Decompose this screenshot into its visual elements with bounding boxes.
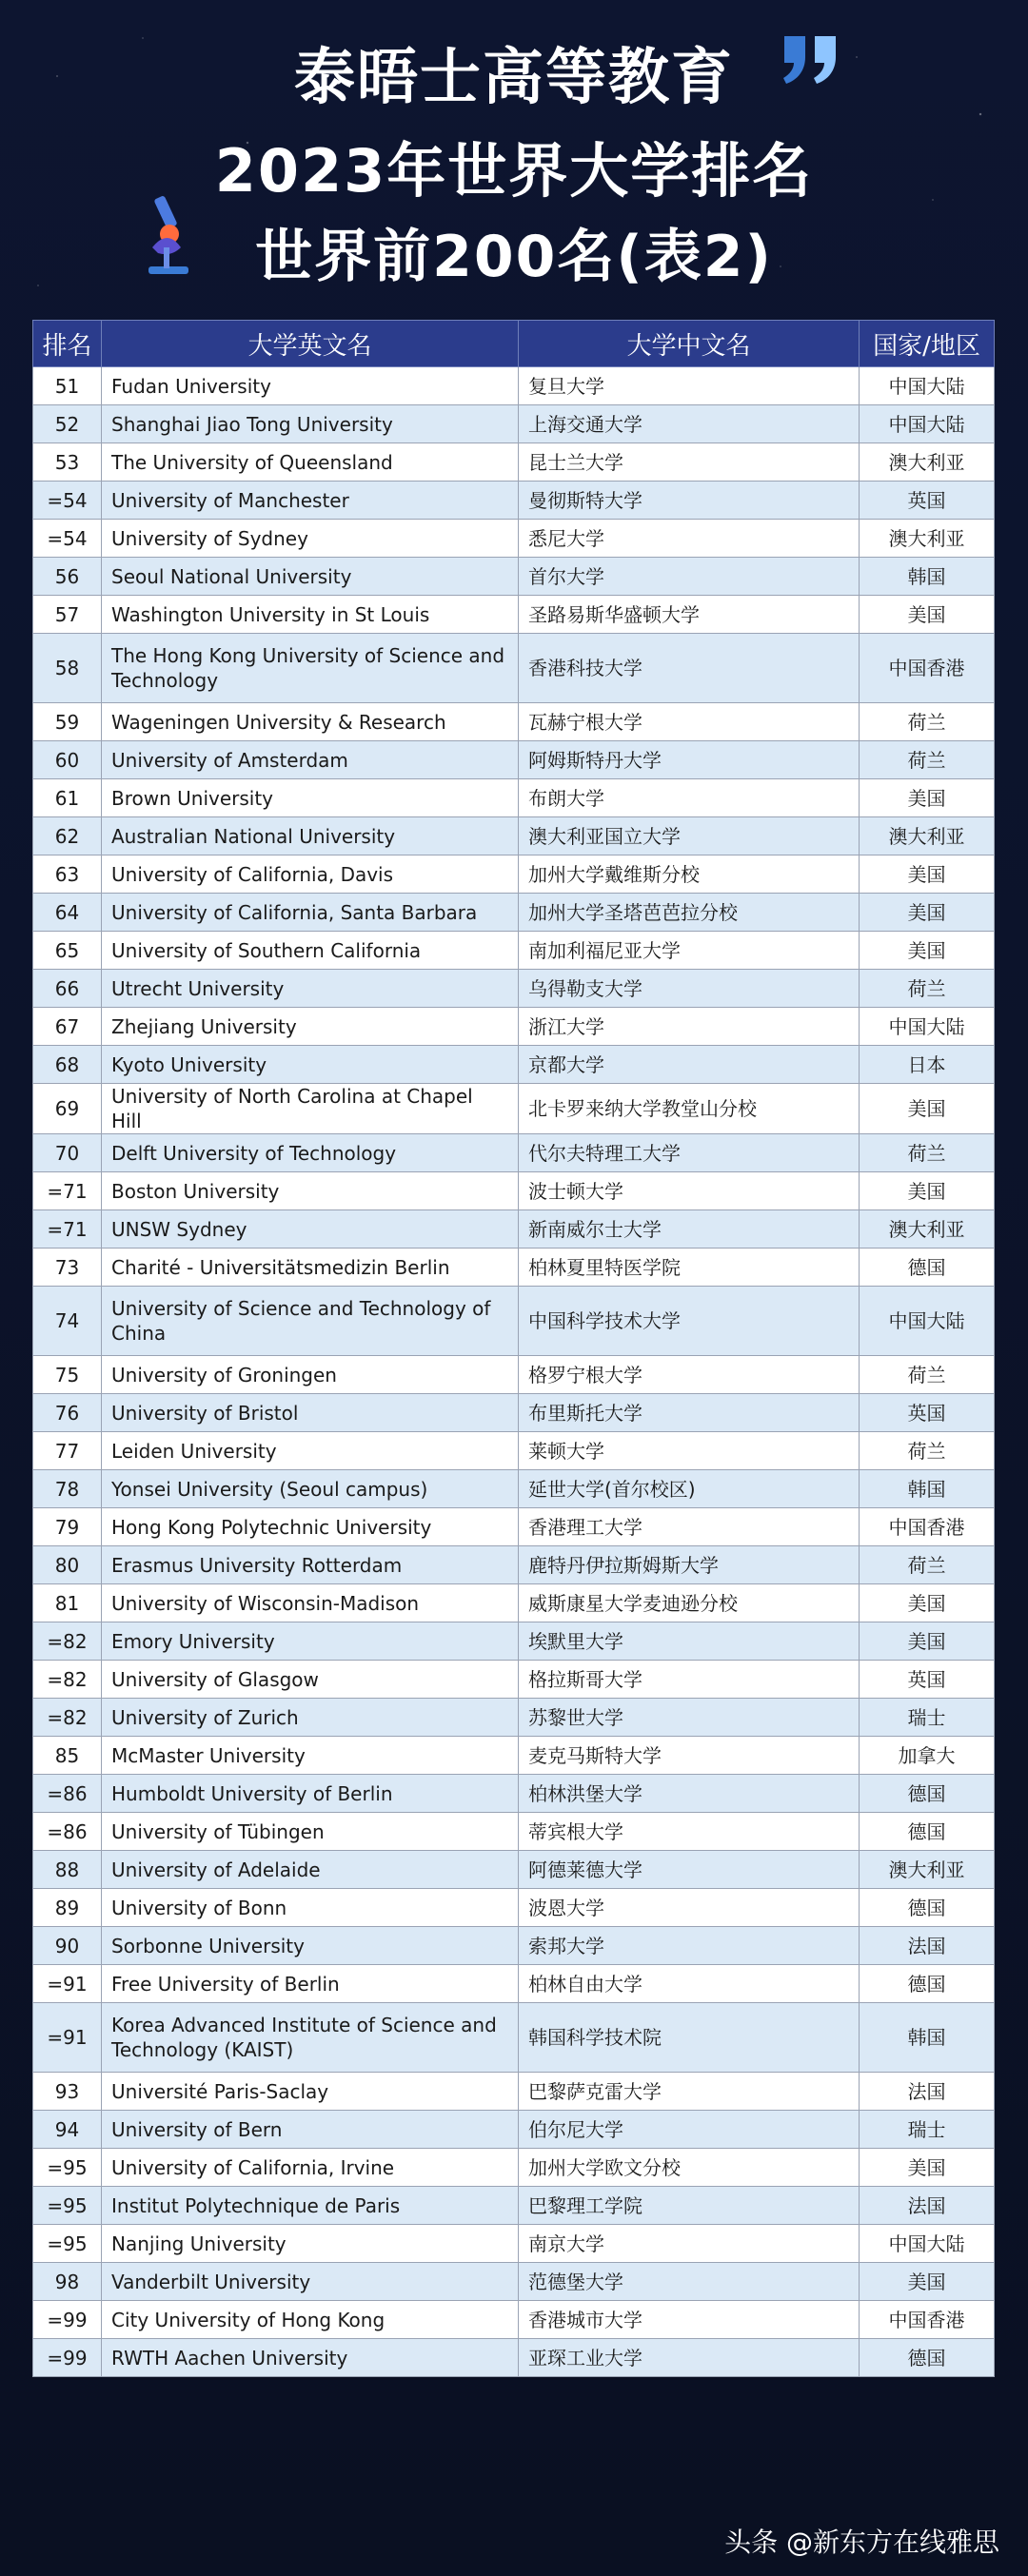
table-row — [33, 1584, 995, 1622]
rank-cell: 75 — [33, 1356, 102, 1394]
microscope-icon — [133, 190, 200, 290]
chinese-name-cell: 范德堡大学 — [519, 2263, 860, 2301]
chinese-name-cell: 柏林自由大学 — [519, 1965, 860, 2003]
rank-cell: 61 — [33, 779, 102, 817]
english-name-cell: RWTH Aachen University — [102, 2339, 519, 2377]
rank-cell: =54 — [33, 520, 102, 558]
table-row — [33, 1508, 995, 1546]
english-name-cell: Zhejiang University — [102, 1008, 519, 1046]
table-row — [33, 1084, 995, 1134]
table-row — [33, 1622, 995, 1661]
chinese-name-cell: 格拉斯哥大学 — [519, 1661, 860, 1699]
table-row — [33, 1394, 995, 1432]
english-name-cell: University of Bern — [102, 2111, 519, 2149]
country-cell: 美国 — [860, 596, 995, 634]
table-row — [33, 2187, 995, 2225]
table-row — [33, 1210, 995, 1249]
rank-cell: 51 — [33, 367, 102, 405]
country-cell: 荷兰 — [860, 741, 995, 779]
english-name-cell: Charité - Universitätsmedizin Berlin — [102, 1249, 519, 1287]
rank-cell: 64 — [33, 894, 102, 932]
chinese-name-cell: 威斯康星大学麦迪逊分校 — [519, 1584, 860, 1622]
chinese-name-cell: 巴黎萨克雷大学 — [519, 2073, 860, 2111]
country-cell: 澳大利亚 — [860, 443, 995, 482]
table-row — [33, 367, 995, 405]
english-name-cell: Université Paris-Saclay — [102, 2073, 519, 2111]
table-row — [33, 634, 995, 703]
chinese-name-cell: 北卡罗来纳大学教堂山分校 — [519, 1084, 860, 1134]
chinese-name-cell: 瓦赫宁根大学 — [519, 703, 860, 741]
english-name-cell: Humboldt University of Berlin — [102, 1775, 519, 1813]
country-cell: 德国 — [860, 1249, 995, 1287]
country-cell: 法国 — [860, 2187, 995, 2225]
table-row — [33, 703, 995, 741]
country-cell: 德国 — [860, 1813, 995, 1851]
country-cell: 法国 — [860, 1927, 995, 1965]
column-header-country: 国家/地区 — [860, 321, 995, 367]
table-row — [33, 1046, 995, 1084]
table-header-row — [33, 321, 995, 367]
table-row — [33, 1699, 995, 1737]
english-name-cell: Leiden University — [102, 1432, 519, 1470]
rank-cell: =71 — [33, 1210, 102, 1249]
rank-cell: 63 — [33, 855, 102, 894]
chinese-name-cell: 格罗宁根大学 — [519, 1356, 860, 1394]
country-cell: 中国大陆 — [860, 1287, 995, 1356]
rank-cell: 70 — [33, 1134, 102, 1172]
english-name-cell: Washington University in St Louis — [102, 596, 519, 634]
rank-cell: =95 — [33, 2225, 102, 2263]
rank-cell: 68 — [33, 1046, 102, 1084]
english-name-cell: University of Manchester — [102, 482, 519, 520]
table-row — [33, 1813, 995, 1851]
rank-cell: =99 — [33, 2339, 102, 2377]
page-title: 泰晤士高等教育 — [294, 43, 734, 113]
rank-cell: =71 — [33, 1172, 102, 1210]
chinese-name-cell: 阿德莱德大学 — [519, 1851, 860, 1889]
chinese-name-cell: 昆士兰大学 — [519, 443, 860, 482]
country-cell: 美国 — [860, 1084, 995, 1134]
chinese-name-cell: 代尔夫特理工大学 — [519, 1134, 860, 1172]
chinese-name-cell: 乌得勒支大学 — [519, 970, 860, 1008]
table-row — [33, 2111, 995, 2149]
rank-cell: 93 — [33, 2073, 102, 2111]
chinese-name-cell: 圣路易斯华盛顿大学 — [519, 596, 860, 634]
country-cell: 荷兰 — [860, 1134, 995, 1172]
country-cell: 美国 — [860, 894, 995, 932]
table-row — [33, 855, 995, 894]
country-cell: 中国香港 — [860, 634, 995, 703]
chinese-name-cell: 复旦大学 — [519, 367, 860, 405]
country-cell: 英国 — [860, 1394, 995, 1432]
ranking-table — [32, 320, 995, 2377]
rank-cell: 73 — [33, 1249, 102, 1287]
rank-cell: =86 — [33, 1813, 102, 1851]
english-name-cell: University of Bristol — [102, 1394, 519, 1432]
country-cell: 美国 — [860, 1622, 995, 1661]
rank-cell: 88 — [33, 1851, 102, 1889]
country-cell: 法国 — [860, 2073, 995, 2111]
chinese-name-cell: 加州大学圣塔芭芭拉分校 — [519, 894, 860, 932]
country-cell: 荷兰 — [860, 703, 995, 741]
table-row — [33, 1889, 995, 1927]
english-name-cell: Seoul National University — [102, 558, 519, 596]
chinese-name-cell: 悉尼大学 — [519, 520, 860, 558]
table-row — [33, 1470, 995, 1508]
rank-cell: 58 — [33, 634, 102, 703]
chinese-name-cell: 韩国科学技术院 — [519, 2003, 860, 2073]
country-cell: 德国 — [860, 1889, 995, 1927]
country-cell: 中国大陆 — [860, 367, 995, 405]
chinese-name-cell: 苏黎世大学 — [519, 1699, 860, 1737]
chinese-name-cell: 蒂宾根大学 — [519, 1813, 860, 1851]
chinese-name-cell: 柏林夏里特医学院 — [519, 1249, 860, 1287]
table-row — [33, 932, 995, 970]
english-name-cell: UNSW Sydney — [102, 1210, 519, 1249]
english-name-cell: Erasmus University Rotterdam — [102, 1546, 519, 1584]
rank-cell: 65 — [33, 932, 102, 970]
rank-cell: 57 — [33, 596, 102, 634]
english-name-cell: Yonsei University (Seoul campus) — [102, 1470, 519, 1508]
chinese-name-cell: 巴黎理工学院 — [519, 2187, 860, 2225]
country-cell: 英国 — [860, 482, 995, 520]
country-cell: 美国 — [860, 932, 995, 970]
table-row — [33, 2339, 995, 2377]
english-name-cell: University of North Carolina at Chapel Hill — [102, 1084, 519, 1134]
chinese-name-cell: 伯尔尼大学 — [519, 2111, 860, 2149]
chinese-name-cell: 新南威尔士大学 — [519, 1210, 860, 1249]
page-subtitle: 2023年世界大学排名 — [214, 136, 814, 206]
rank-cell: 53 — [33, 443, 102, 482]
ranking-table-container — [32, 320, 994, 2377]
english-name-cell: University of California, Davis — [102, 855, 519, 894]
table-row — [33, 1851, 995, 1889]
english-name-cell: Free University of Berlin — [102, 1965, 519, 2003]
table-row — [33, 894, 995, 932]
english-name-cell: University of Bonn — [102, 1889, 519, 1927]
table-row — [33, 405, 995, 443]
column-header-english-name: 大学英文名 — [102, 321, 519, 367]
rank-cell: 67 — [33, 1008, 102, 1046]
country-cell: 中国香港 — [860, 1508, 995, 1546]
rank-cell: 52 — [33, 405, 102, 443]
country-cell: 韩国 — [860, 558, 995, 596]
english-name-cell: University of Southern California — [102, 932, 519, 970]
page-header — [0, 0, 1028, 314]
english-name-cell: Vanderbilt University — [102, 2263, 519, 2301]
english-name-cell: Boston University — [102, 1172, 519, 1210]
table-row — [33, 817, 995, 855]
quote-mark-icon — [779, 30, 845, 92]
country-cell: 中国大陆 — [860, 405, 995, 443]
country-cell: 德国 — [860, 1775, 995, 1813]
chinese-name-cell: 延世大学(首尔校区) — [519, 1470, 860, 1508]
country-cell: 日本 — [860, 1046, 995, 1084]
rank-cell: =91 — [33, 1965, 102, 2003]
english-name-cell: University of Adelaide — [102, 1851, 519, 1889]
chinese-name-cell: 浙江大学 — [519, 1008, 860, 1046]
chinese-name-cell: 布朗大学 — [519, 779, 860, 817]
english-name-cell: University of Wisconsin-Madison — [102, 1584, 519, 1622]
table-row — [33, 2225, 995, 2263]
english-name-cell: Nanjing University — [102, 2225, 519, 2263]
english-name-cell: University of Amsterdam — [102, 741, 519, 779]
country-cell: 瑞士 — [860, 2111, 995, 2149]
english-name-cell: McMaster University — [102, 1737, 519, 1775]
country-cell: 中国大陆 — [860, 2225, 995, 2263]
english-name-cell: Institut Polytechnique de Paris — [102, 2187, 519, 2225]
chinese-name-cell: 加州大学戴维斯分校 — [519, 855, 860, 894]
table-row — [33, 1432, 995, 1470]
country-cell: 澳大利亚 — [860, 1851, 995, 1889]
english-name-cell: Shanghai Jiao Tong University — [102, 405, 519, 443]
chinese-name-cell: 布里斯托大学 — [519, 1394, 860, 1432]
english-name-cell: University of California, Irvine — [102, 2149, 519, 2187]
rank-cell: 78 — [33, 1470, 102, 1508]
chinese-name-cell: 波恩大学 — [519, 1889, 860, 1927]
english-name-cell: University of Science and Technology of China — [102, 1287, 519, 1356]
english-name-cell: Utrecht University — [102, 970, 519, 1008]
chinese-name-cell: 索邦大学 — [519, 1927, 860, 1965]
rank-cell: =82 — [33, 1622, 102, 1661]
table-row — [33, 1737, 995, 1775]
table-row — [33, 1287, 995, 1356]
rank-cell: =95 — [33, 2187, 102, 2225]
chinese-name-cell: 曼彻斯特大学 — [519, 482, 860, 520]
table-row — [33, 1965, 995, 2003]
rank-cell: =82 — [33, 1661, 102, 1699]
table-row — [33, 741, 995, 779]
table-row — [33, 2301, 995, 2339]
country-cell: 美国 — [860, 1172, 995, 1210]
english-name-cell: University of Zurich — [102, 1699, 519, 1737]
table-row — [33, 2263, 995, 2301]
rank-cell: 94 — [33, 2111, 102, 2149]
table-row — [33, 2073, 995, 2111]
rank-cell: 81 — [33, 1584, 102, 1622]
table-row — [33, 558, 995, 596]
english-name-cell: Hong Kong Polytechnic University — [102, 1508, 519, 1546]
english-name-cell: Korea Advanced Institute of Science and Technology (KAIST) — [102, 2003, 519, 2073]
table-row — [33, 1008, 995, 1046]
chinese-name-cell: 麦克马斯特大学 — [519, 1737, 860, 1775]
rank-cell: 90 — [33, 1927, 102, 1965]
chinese-name-cell: 加州大学欧文分校 — [519, 2149, 860, 2187]
table-row — [33, 1661, 995, 1699]
table-row — [33, 1775, 995, 1813]
page-footer — [0, 2512, 1028, 2576]
english-name-cell: Delft University of Technology — [102, 1134, 519, 1172]
rank-cell: 80 — [33, 1546, 102, 1584]
column-header-rank: 排名 — [33, 321, 102, 367]
country-cell: 英国 — [860, 1661, 995, 1699]
chinese-name-cell: 澳大利亚国立大学 — [519, 817, 860, 855]
chinese-name-cell: 香港科技大学 — [519, 634, 860, 703]
chinese-name-cell: 莱顿大学 — [519, 1432, 860, 1470]
rank-cell: 66 — [33, 970, 102, 1008]
rank-cell: =82 — [33, 1699, 102, 1737]
rank-cell: 79 — [33, 1508, 102, 1546]
english-name-cell: The University of Queensland — [102, 443, 519, 482]
country-cell: 瑞士 — [860, 1699, 995, 1737]
rank-cell: =86 — [33, 1775, 102, 1813]
country-cell: 澳大利亚 — [860, 817, 995, 855]
chinese-name-cell: 中国科学技术大学 — [519, 1287, 860, 1356]
country-cell: 荷兰 — [860, 1546, 995, 1584]
chinese-name-cell: 香港城市大学 — [519, 2301, 860, 2339]
table-row — [33, 1134, 995, 1172]
english-name-cell: Australian National University — [102, 817, 519, 855]
chinese-name-cell: 南京大学 — [519, 2225, 860, 2263]
rank-cell: =95 — [33, 2149, 102, 2187]
english-name-cell: University of Groningen — [102, 1356, 519, 1394]
table-row — [33, 1356, 995, 1394]
country-cell: 美国 — [860, 2149, 995, 2187]
chinese-name-cell: 香港理工大学 — [519, 1508, 860, 1546]
rank-cell: 59 — [33, 703, 102, 741]
english-name-cell: Brown University — [102, 779, 519, 817]
table-row — [33, 1172, 995, 1210]
table-row — [33, 443, 995, 482]
english-name-cell: University of Sydney — [102, 520, 519, 558]
english-name-cell: Kyoto University — [102, 1046, 519, 1084]
chinese-name-cell: 鹿特丹伊拉斯姆斯大学 — [519, 1546, 860, 1584]
country-cell: 德国 — [860, 2339, 995, 2377]
rank-cell: 62 — [33, 817, 102, 855]
rank-cell: =99 — [33, 2301, 102, 2339]
rank-cell: 77 — [33, 1432, 102, 1470]
column-header-chinese-name: 大学中文名 — [519, 321, 860, 367]
country-cell: 德国 — [860, 1965, 995, 2003]
rank-cell: 98 — [33, 2263, 102, 2301]
table-row — [33, 2149, 995, 2187]
country-cell: 韩国 — [860, 2003, 995, 2073]
country-cell: 中国香港 — [860, 2301, 995, 2339]
table-row — [33, 596, 995, 634]
rank-cell: 60 — [33, 741, 102, 779]
rank-cell: 69 — [33, 1084, 102, 1134]
watermark: 头条 @新东方在线雅思 — [724, 2527, 999, 2558]
country-cell: 美国 — [860, 855, 995, 894]
chinese-name-cell: 柏林洪堡大学 — [519, 1775, 860, 1813]
chinese-name-cell: 京都大学 — [519, 1046, 860, 1084]
chinese-name-cell: 埃默里大学 — [519, 1622, 860, 1661]
country-cell: 美国 — [860, 2263, 995, 2301]
country-cell: 美国 — [860, 779, 995, 817]
english-name-cell: University of Glasgow — [102, 1661, 519, 1699]
table-row — [33, 1546, 995, 1584]
country-cell: 加拿大 — [860, 1737, 995, 1775]
english-name-cell: Emory University — [102, 1622, 519, 1661]
table-row — [33, 520, 995, 558]
country-cell: 荷兰 — [860, 1356, 995, 1394]
english-name-cell: Wageningen University & Research — [102, 703, 519, 741]
country-cell: 澳大利亚 — [860, 520, 995, 558]
english-name-cell: University of California, Santa Barbara — [102, 894, 519, 932]
rank-cell: 85 — [33, 1737, 102, 1775]
rank-cell: 74 — [33, 1287, 102, 1356]
country-cell: 中国大陆 — [860, 1008, 995, 1046]
rank-cell: 56 — [33, 558, 102, 596]
table-row — [33, 1249, 995, 1287]
table-row — [33, 482, 995, 520]
table-row — [33, 970, 995, 1008]
english-name-cell: Sorbonne University — [102, 1927, 519, 1965]
rank-cell: =91 — [33, 2003, 102, 2073]
table-row — [33, 2003, 995, 2073]
rank-cell: 89 — [33, 1889, 102, 1927]
table-row — [33, 1927, 995, 1965]
rank-cell: 76 — [33, 1394, 102, 1432]
english-name-cell: University of Tübingen — [102, 1813, 519, 1851]
country-cell: 韩国 — [860, 1470, 995, 1508]
chinese-name-cell: 首尔大学 — [519, 558, 860, 596]
chinese-name-cell: 亚琛工业大学 — [519, 2339, 860, 2377]
country-cell: 荷兰 — [860, 970, 995, 1008]
country-cell: 荷兰 — [860, 1432, 995, 1470]
country-cell: 美国 — [860, 1584, 995, 1622]
chinese-name-cell: 阿姆斯特丹大学 — [519, 741, 860, 779]
chinese-name-cell: 上海交通大学 — [519, 405, 860, 443]
table-row — [33, 779, 995, 817]
english-name-cell: The Hong Kong University of Science and Technology — [102, 634, 519, 703]
page-subtitle-2: 世界前200名(表2) — [255, 224, 773, 290]
chinese-name-cell: 波士顿大学 — [519, 1172, 860, 1210]
country-cell: 澳大利亚 — [860, 1210, 995, 1249]
rank-cell: =54 — [33, 482, 102, 520]
english-name-cell: Fudan University — [102, 367, 519, 405]
chinese-name-cell: 南加利福尼亚大学 — [519, 932, 860, 970]
english-name-cell: City University of Hong Kong — [102, 2301, 519, 2339]
